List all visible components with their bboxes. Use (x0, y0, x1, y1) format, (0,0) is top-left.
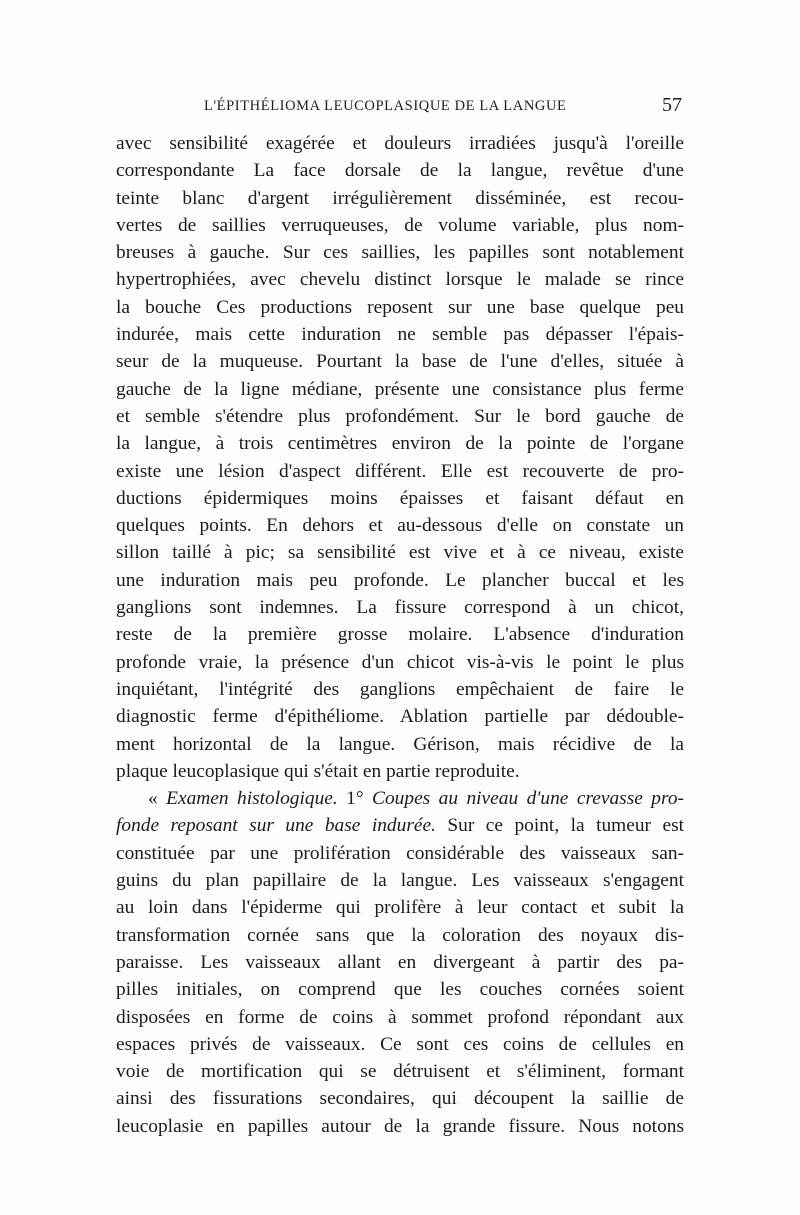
text-line: et semble s'étendre plus profondément. Sur le bord gauche de (116, 405, 684, 427)
text-line: paraisse. Les vaisseaux allant en divergeant à partir des pa- (116, 951, 684, 973)
text-line: teinte blanc d'argent irrégulièrement disséminée, est recou- (116, 187, 684, 209)
subsection-heading-continued: fonde reposant sur une base indurée. (116, 815, 436, 837)
text-line: breuses à gauche. Sur ces saillies, les papilles sont notablement (116, 242, 684, 264)
text-line-section-start (116, 785, 684, 812)
text-line: ainsi des fissurations secondaires, qui découpent la saillie de (116, 1088, 684, 1110)
text-line: seur de la muqueuse. Pourtant la base de l'une d'elles, située à (116, 351, 684, 373)
text-line: reste de la première grosse molaire. L'absence d'induration (116, 624, 684, 646)
text-line: pilles initiales, on comprend que les couches cornées soient (116, 979, 684, 1001)
text-line: la langue, à trois centimètres environ de la pointe de l'organe (116, 433, 684, 455)
text-line: profonde vraie, la présence d'un chicot vis-à-vis le point le plus (116, 651, 684, 673)
text-line: voie de mortification qui se détruisent et s'éliminent, formant (116, 1061, 684, 1083)
subsection-heading: Coupes au niveau d'une crevasse pro- (372, 788, 684, 810)
page-number: 57 (662, 94, 682, 116)
text-line: avec sensibilité exagérée et douleurs irradiées jusqu'à l'oreille (116, 133, 684, 154)
body-text (116, 130, 684, 1140)
text-line: ganglions sont indemnes. La fissure correspond à un chicot, (116, 597, 684, 619)
text-line: ment horizontal de la langue. Gérison, mais récidive de la (116, 733, 684, 755)
text-line: gauche de la ligne médiane, présente une consistance plus ferme (116, 378, 684, 400)
section-number: 1° (337, 788, 373, 810)
text-line: plaque leucoplasique qui s'était en partie reproduite. (116, 760, 520, 782)
text-line: vertes de saillies verruqueuses, de volume variable, plus nom- (116, 214, 684, 236)
text-line: la bouche Ces productions reposent sur une base quelque peu (116, 296, 684, 318)
text-line: hypertrophiées, avec chevelu distinct lorsque le malade se rince (116, 269, 684, 291)
text-line: une induration mais peu profonde. Le plancher buccal et les (116, 569, 684, 591)
text-line: correspondante La face dorsale de la langue, revêtue d'une (116, 160, 684, 182)
text-line: quelques points. En dehors et au-dessous d'elle on constate un (116, 515, 684, 537)
section-heading: Examen histologique. (166, 788, 338, 810)
quote-mark: « (148, 788, 167, 810)
page-header (116, 96, 684, 120)
text-line: leucoplasie en papilles autour de la grande fissure. Nous notons (116, 1115, 684, 1137)
text-line: au loin dans l'épiderme qui prolifère à leur contact et subit la (116, 897, 684, 919)
text-line: diagnostic ferme d'épithéliome. Ablation partielle par dédouble- (116, 706, 684, 728)
running-title: L'ÉPITHÉLIOMA LEUCOPLASIQUE DE LA LANGUE (204, 98, 567, 114)
text-line: indurée, mais cette induration ne semble pas dépasser l'épais- (116, 324, 684, 346)
text-line: existe une lésion d'aspect différent. Elle est recouverte de pro- (116, 460, 684, 482)
text-line: transformation cornée sans que la coloration des noyaux dis- (116, 924, 684, 946)
text-line: espaces privés de vaisseaux. Ce sont ces coins de cellules en (116, 1033, 684, 1055)
text-line: disposées en forme de coins à sommet profond répondant aux (116, 1006, 684, 1028)
text-line: inquiétant, l'intégrité des ganglions empêchaient de faire le (116, 678, 684, 700)
text-line: guins du plan papillaire de la langue. Les vaisseaux s'engagent (116, 870, 684, 892)
text-line: sillon taillé à pic; sa sensibilité est vive et à ce niveau, existe (116, 542, 684, 564)
text-line: ductions épidermiques moins épaisses et faisant défaut en (116, 487, 684, 509)
text-line: constituée par une prolifération considérable des vaisseaux san- (116, 842, 684, 864)
text-segment: Sur ce point, la tumeur est (435, 815, 685, 837)
text-line (116, 812, 684, 839)
